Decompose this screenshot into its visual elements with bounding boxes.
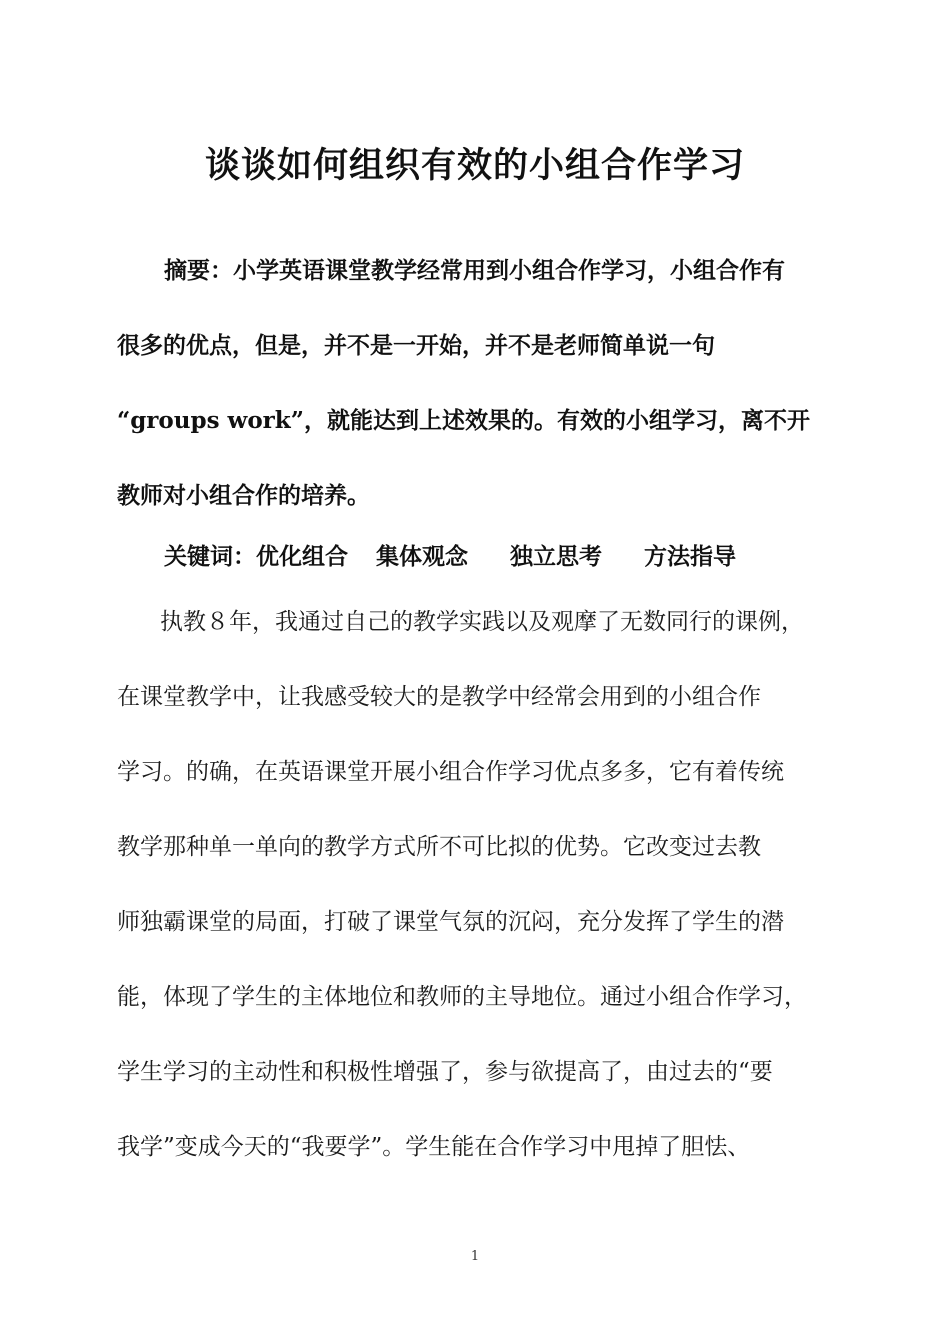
body-line-4: 教学那种单一单向的教学方式所不可比拟的优势。它改变过去教 xyxy=(117,834,761,860)
abstract-line-3: “groups work”，就能达到上述效果的。有效的小组学习，离不开 xyxy=(117,407,810,434)
keyword-4: 方法指导 xyxy=(644,543,736,570)
body-line-6: 能，体现了学生的主体地位和教师的主导地位。通过小组合作学习， xyxy=(117,984,807,1010)
keyword-2: 集体观念 xyxy=(376,543,468,570)
keywords-row xyxy=(164,538,884,571)
abstract-line-1: 摘要：小学英语课堂教学经常用到小组合作学习，小组合作有 xyxy=(164,257,785,284)
document-title: 谈谈如何组织有效的小组合作学习 xyxy=(204,145,745,186)
body-line-1: 执教８年，我通过自己的教学实践以及观摩了无数同行的课例， xyxy=(160,609,804,635)
abstract-line-4: 教师对小组合作的培养。 xyxy=(117,482,370,509)
keyword-1: 优化组合 xyxy=(256,543,348,570)
page-number: 1 xyxy=(470,1249,480,1264)
body-line-7: 学生学习的主动性和积极性增强了，参与欲提高了，由过去的“要 xyxy=(117,1059,773,1085)
body-line-8: 我学”变成今天的“我要学”。学生能在合作学习中甩掉了胆怯、 xyxy=(117,1134,751,1160)
body-line-5: 师独霸课堂的局面，打破了课堂气氛的沉闷，充分发挥了学生的潜 xyxy=(117,909,784,935)
body-line-2: 在课堂教学中，让我感受较大的是教学中经常会用到的小组合作 xyxy=(117,684,761,710)
keyword-3: 独立思考 xyxy=(510,543,602,570)
abstract-line-2: 很多的优点，但是，并不是一开始，并不是老师简单说一句 xyxy=(117,332,715,359)
keywords-label: 关键词： xyxy=(164,543,256,570)
body-line-3: 学习。的确，在英语课堂开展小组合作学习优点多多，它有着传统 xyxy=(117,759,784,785)
